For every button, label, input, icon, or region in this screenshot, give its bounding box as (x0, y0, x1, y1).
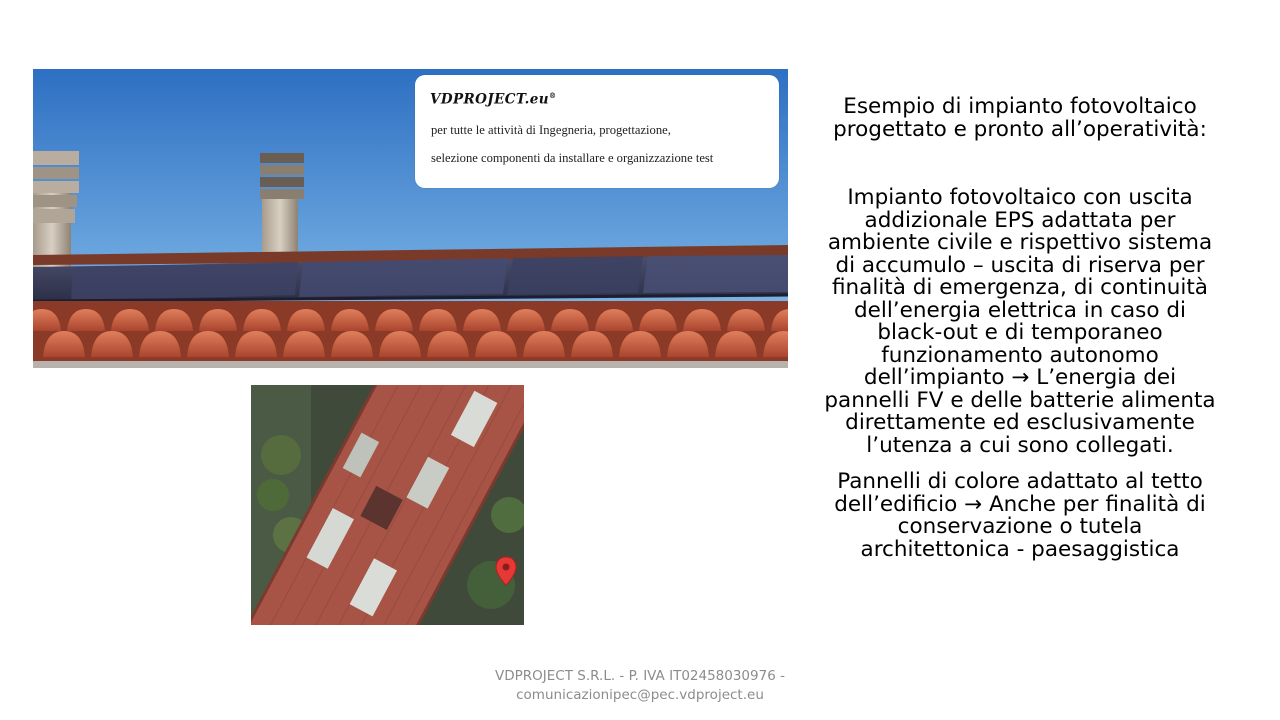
logo-tagline-line1: per tutte le attività di Ingegneria, progettazione, (431, 123, 671, 137)
chimney-middle (260, 153, 304, 253)
arrow-right-icon: → (1011, 365, 1030, 390)
description-text (822, 96, 1218, 561)
roof-solar-photo (33, 69, 788, 368)
logo-tagline-line2: selezione componenti da installare e organizzazione test (431, 151, 714, 165)
description-paragraph-1 (822, 187, 1218, 457)
aerial-map-photo (251, 385, 524, 625)
description-paragraph-2 (822, 471, 1218, 561)
para2-text-continued: Anche per finalità di conservazione o tutela architettonica - paesaggistica (860, 491, 1206, 562)
vdproject-logo: VDPROJECT.eu® (430, 91, 557, 108)
para1-text-continued: L’energia dei pannelli FV e delle batterie alimenta direttamente ed esclusivamente l’utenza a cui sono collegati. (824, 365, 1216, 458)
aerial-map-graphic (251, 385, 524, 625)
para1-text: Impianto fotovoltaico con uscita addizionale EPS adattata per ambiente civile e rispettivo sistema di accumulo – uscita di riserva per finalità di emergenza, di continuità dell’energia elettrica in caso di black-out e di temporaneo funzionamento autonomo dell’impianto (827, 185, 1213, 390)
arrow-right-icon: → (964, 491, 983, 517)
footer (440, 667, 840, 705)
para2-text: Pannelli di colore adattato al tetto dell’edificio (834, 469, 1203, 517)
footer-email-line: comunicazionipec@pec.vdproject.eu (516, 687, 764, 703)
logo-card (415, 75, 779, 188)
intro-heading: Esempio di impianto fotovoltaico progettato e pronto all’operatività: (833, 94, 1207, 142)
footer-company-line: VDPROJECT S.R.L. - P. IVA IT02458030976 - (495, 668, 785, 684)
